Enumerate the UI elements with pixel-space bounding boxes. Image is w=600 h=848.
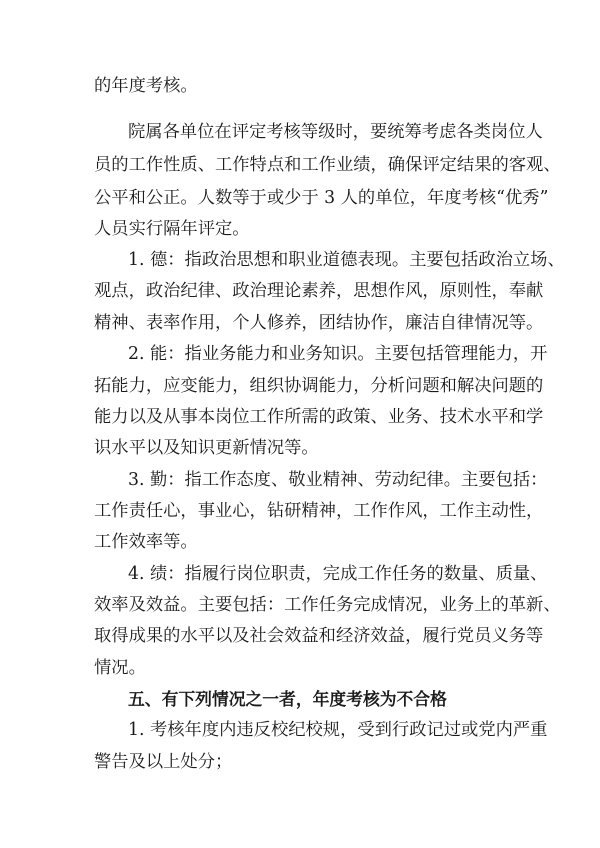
paragraph-line: 公平和公正。人数等于或少于 3 人的单位，年度考核“优秀”: [94, 188, 549, 208]
criterion-ji-line: 效率及效益。主要包括：工作任务完成情况，业务上的革新、: [94, 595, 561, 615]
criterion-neng-line: 识水平以及知识更新情况等。: [94, 438, 319, 458]
criterion-neng-line: 2. 能：指业务能力和业务知识。主要包括管理能力，开: [128, 344, 548, 364]
paragraph-line: 的年度考核。: [94, 76, 198, 96]
criterion-qin-line: 工作效率等。: [94, 532, 198, 552]
criterion-ji-line: 4. 绩：指履行岗位职责，完成工作任务的数量、质量、: [128, 564, 548, 584]
paragraph-line: 警告及以上处分；: [94, 752, 233, 772]
criterion-de-line: 1. 德：指政治思想和职业道德表现。主要包括政治立场、: [128, 250, 565, 270]
paragraph-line: 人员实行隔年评定。: [94, 219, 250, 239]
paragraph-line: 员的工作性质、工作特点和工作业绩，确保评定结果的客观、: [94, 155, 561, 175]
criterion-qin-line: 工作责任心，事业心，钻研精神，工作作风，工作主动性，: [94, 501, 544, 521]
criterion-neng-line: 能力以及从事本岗位工作所需的政策、业务、技术水平和学: [94, 407, 544, 427]
criterion-neng-line: 拓能力，应变能力，组织协调能力，分析问题和解决问题的: [94, 376, 544, 396]
criterion-qin-line: 3. 勤：指工作态度、敬业精神、劳动纪律。主要包括：: [128, 470, 548, 490]
paragraph-line: 院属各单位在评定考核等级时，要统筹考虑各类岗位人: [128, 122, 543, 142]
paragraph-line: 1. 考核年度内违反校纪校规，受到行政记过或党内严重: [128, 720, 548, 740]
criterion-ji-line: 情况。: [94, 658, 146, 678]
section-heading: 五、有下列情况之一者，年度考核为不合格: [128, 689, 447, 709]
criterion-de-line: 观点，政治纪律、政治理论素养，思想作风，原则性，奉献: [94, 281, 544, 301]
criterion-de-line: 精神、表率作用，个人修养，团结协作，廉洁自律情况等。: [94, 313, 544, 333]
criterion-ji-line: 取得成果的水平以及社会效益和经济效益，履行党员义务等: [94, 626, 544, 646]
